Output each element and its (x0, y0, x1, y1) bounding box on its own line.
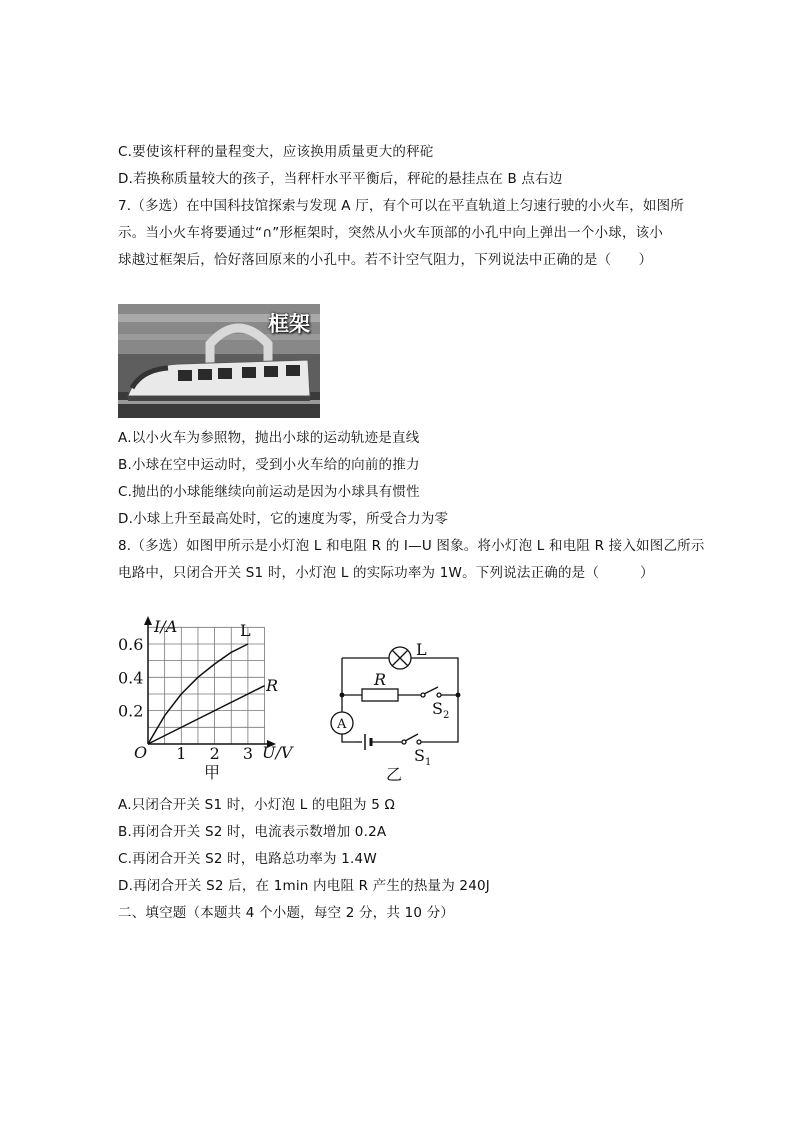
graph-caption: 甲 (204, 763, 221, 782)
y-tick-label: 0.4 (118, 668, 144, 688)
circuit-caption: 乙 (386, 765, 403, 784)
q8-option-a: A.只闭合开关 S1 时，小灯泡 L 的电阻为 5 Ω (118, 797, 396, 813)
iu-graph (118, 616, 294, 782)
section-2-heading: 二、填空题（本题共 4 个小题，每空 2 分，共 10 分） (118, 905, 455, 921)
q8-option-d: D.再闭合开关 S2 后，在 1min 内电阻 R 产生的热量为 240J (118, 878, 490, 894)
y-tick-label: 0.2 (118, 701, 144, 721)
x-tick-label: 2 (209, 744, 220, 763)
ammeter-label: A (337, 717, 347, 732)
lamp-label: L (416, 640, 427, 659)
x-tick-label: 3 (242, 744, 254, 763)
x-axis-label: U/V (262, 743, 293, 762)
q7-stem-line3: 球越过框架后，恰好落回原来的小孔中。若不计空气阻力，下列说法中正确的是（ ） (118, 252, 653, 268)
lamp-cross (392, 650, 408, 666)
q8-option-b: B.再闭合开关 S2 时，电流表示数增加 0.2A (118, 824, 387, 840)
q7-stem-line2: 示。当小火车将要通过“∩”形框架时，突然从小火车顶部的小孔中向上弹出一个小球，该小 (118, 225, 664, 241)
q8-stem-line2: 电路中，只闭合开关 S1 时，小灯泡 L 的实际功率为 1W。下列说法正确的是（ ） (118, 565, 654, 581)
x-tick-label: 1 (176, 744, 187, 763)
curve-l-label: L (240, 621, 251, 640)
train-photo (118, 304, 320, 418)
y-tick-label: 0.6 (118, 634, 144, 654)
resistor-label: R (374, 670, 387, 689)
q8-stem-line1: 8.（多选）如图甲所示是小灯泡 L 和电阻 R 的 I—U 图象。将小灯泡 L 和电阻 R 接入如图乙所示 (118, 538, 705, 554)
curve-r-label: R (266, 676, 279, 695)
y-axis-label: I/A (154, 617, 178, 636)
q7-stem-line1: 7.（多选）在中国科技馆探索与发现 A 厅，有个可以在平直轨道上匀速行驶的小火车，如图所 (118, 198, 684, 214)
q7-option-a: A.以小火车为参照物，抛出小球的运动轨迹是直线 (118, 430, 420, 446)
y-axis-arrow (144, 616, 152, 625)
q8-option-c: C.再闭合开关 S2 时，电路总功率为 1.4W (118, 851, 377, 867)
q7-option-d: D.小球上升至最高处时，它的速度为零，所受合力为零 (118, 511, 449, 527)
switch-s2-icon (424, 687, 438, 694)
origin-label: O (134, 743, 148, 762)
switch-s2-label: $S_2$ (432, 699, 450, 721)
resistor-icon (362, 689, 398, 701)
q6-option-c: C.要使该杆秤的量程变大，应该换用质量更大的秤砣 (118, 144, 434, 160)
switch-s1-label: $S_1$ (414, 746, 432, 768)
q7-option-c: C.抛出的小球能继续向前运动是因为小球具有惯性 (118, 484, 420, 500)
q7-option-b: B.小球在空中运动时，受到小火车给的向前的推力 (118, 457, 420, 473)
switch-s1-icon (405, 734, 418, 741)
frame-label: 框架 (268, 312, 310, 336)
q8-figures (118, 612, 478, 784)
q6-option-d: D.若换称质量较大的孩子，当秤杆水平平衡后，秤砣的悬挂点在 B 点右边 (118, 171, 563, 187)
